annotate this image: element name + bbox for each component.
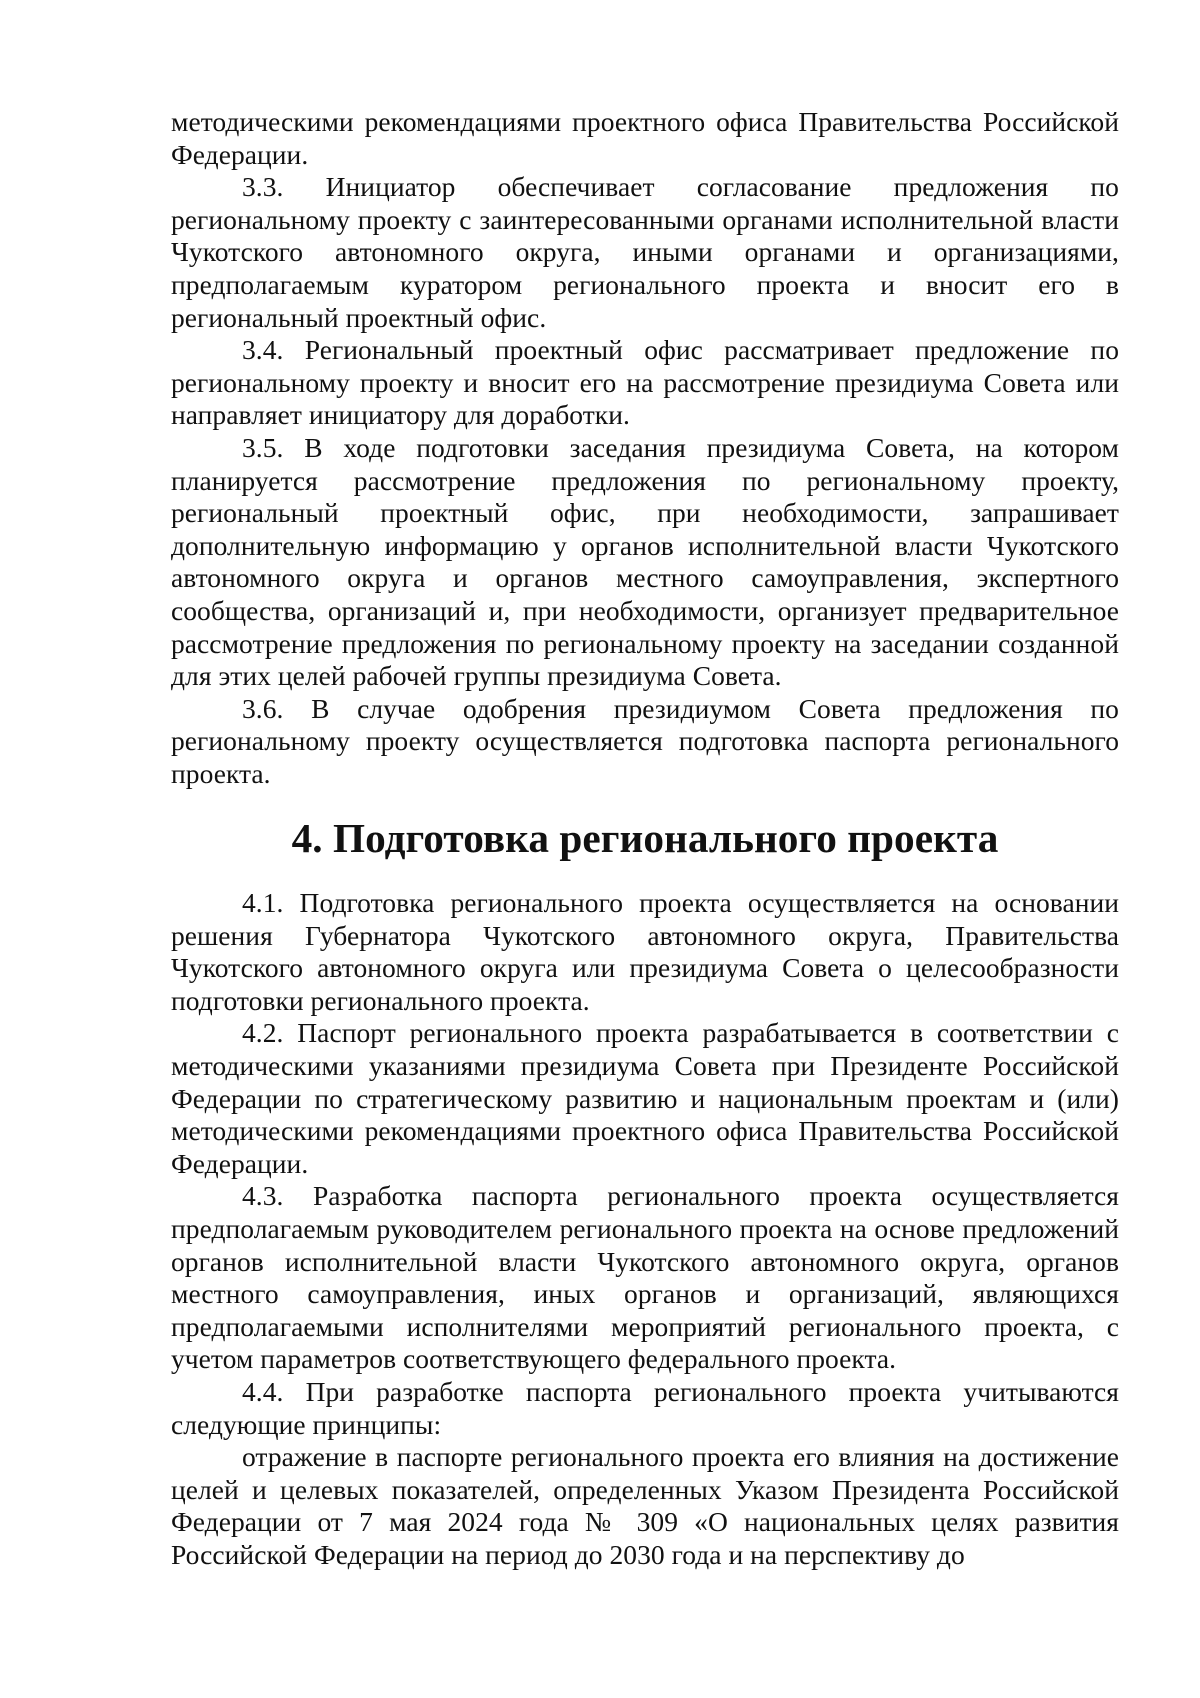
paragraph-3-6: 3.6. В случае одобрения президиумом Совета предложения по региональному проекту осуществляется подготовка паспорта регионального проекта. — [171, 692, 1119, 789]
paragraph-4-2: 4.2. Паспорт регионального проекта разрабатывается в соответствии с методическими указаниями президиума Совета при Президенте Российской Федерации по стратегическому развитию и национальным проектам и (или) методическими рекомендациями проектного офиса Правительства Российской Федерации. — [171, 1017, 1119, 1179]
section-heading: 4. Подготовка регионального проекта — [291, 815, 999, 862]
paragraph-3-5: 3.5. В ходе подготовки заседания президиума Совета, на котором планируется рассмотрение предложения по региональному проекту, региональный проектный офис, при необходимости, запрашивает дополнительную информацию у органов исполнительной власти Чукотского автономного округа и органов местного самоуправления, экспертного сообщества, организаций и, при необходимости, организует предварительное рассмотрение предложения по региональному проекту на заседании созданной для этих целей рабочей группы президиума Совета. — [171, 431, 1119, 692]
paragraph-continuation: методическими рекомендациями проектного офиса Правительства Российской Федерации. — [171, 106, 1119, 170]
paragraphs-before — [171, 106, 1119, 790]
document-page — [171, 106, 1119, 1572]
paragraph-3-4: 3.4. Региональный проектный офис рассматривает предложение по региональному проекту и вносит его на рассмотрение президиума Совета или направляет инициатору для доработки. — [171, 334, 1119, 431]
paragraph-3-3: 3.3. Инициатор обеспечивает согласование предложения по региональному проекту с заинтересованными органами исполнительной власти Чукотского автономного округа, иными органами и организациями, предполагаемым куратором регионального проекта и вносит его в региональный проектный офис. — [171, 171, 1119, 333]
paragraph-principle-1: отражение в паспорте регионального проекта его влияния на достижение целей и целевых показателей, определенных Указом Президента Российской Федерации от 7 мая 2024 года № 309 «О национальных целях развития Российской Федерации на период до 2030 года и на перспективу до — [171, 1441, 1119, 1570]
paragraph-4-3: 4.3. Разработка паспорта регионального проекта осуществляется предполагаемым руководителем регионального проекта на основе предложений органов исполнительной власти Чукотского автономного округа, органов местного самоуправления, иных органов и организаций, являющихся предполагаемыми исполнителями мероприятий регионального проекта, с учетом параметров соответствующего федерального проекта. — [171, 1180, 1119, 1375]
paragraph-4-1: 4.1. Подготовка регионального проекта осуществляется на основании решения Губернатора Чукотского автономного округа, Правительства Чукотского автономного округа или президиума Совета о целесообразности подготовки регионального проекта. — [171, 887, 1119, 1016]
paragraphs-after — [171, 887, 1119, 1571]
paragraph-4-4: 4.4. При разработке паспорта регионального проекта учитываются следующие принципы: — [171, 1375, 1119, 1440]
